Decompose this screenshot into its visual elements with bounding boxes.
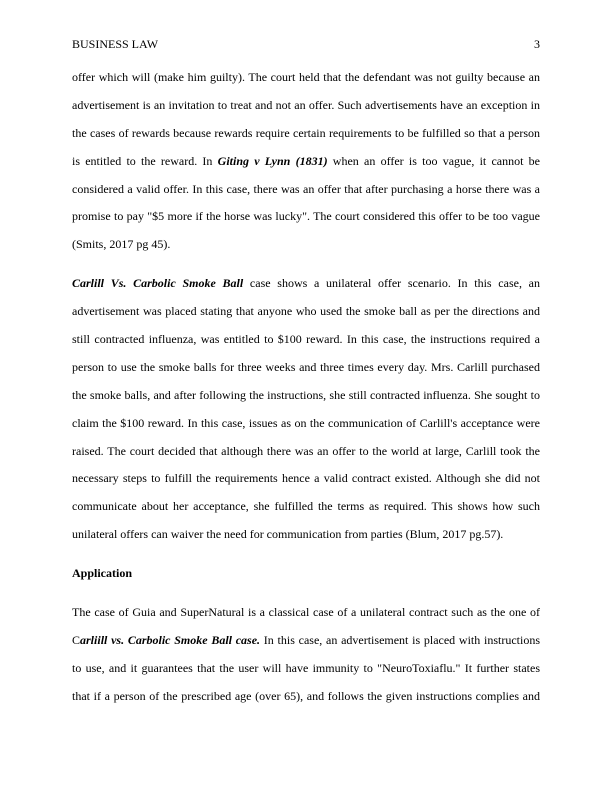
text-line: unilateral offers can waiver the need for communication from parties (Blum, 2017 pg.57).	[72, 527, 504, 542]
text-line: to use, and it guarantees that the user will have immunity to "NeuroToxiaflu." It further states	[72, 660, 540, 675]
case-name: Carlill Vs. Carbolic Smoke Ball	[72, 276, 244, 291]
text-line: necessary steps to fulfill the requirements hence a valid contract existed. Although she did not	[72, 471, 540, 486]
text-line: the smoke balls, and after following the instructions, she still contracted influenza. She sought to	[72, 387, 540, 402]
text-line: considered a valid offer. In this case, there was an offer that after purchasing a horse there was a	[72, 181, 540, 196]
text-line	[72, 627, 540, 655]
text-line: advertisement is an invitation to treat and not an offer. Such advertisements have an exception in	[72, 97, 540, 112]
text-run: C	[72, 632, 81, 647]
text-line	[72, 270, 540, 298]
case-name: arliill vs. Carbolic Smoke Ball case.	[80, 632, 261, 647]
text-run: In this case, an advertisement is placed with instructions	[260, 632, 540, 647]
text-run: is entitled to the reward. In	[72, 153, 218, 168]
text-line: advertisement was placed stating that anyone who used the smoke ball as per the directions and	[72, 304, 540, 319]
text-line: the cases of rewards because rewards require certain requirements to be fulfilled so that a person	[72, 125, 540, 140]
page-header	[72, 36, 540, 52]
text-line	[72, 148, 540, 176]
text-line: communicate about her acceptance, she fulfilled the terms as required. This shows how such	[72, 499, 540, 514]
text-line: promise to pay "$5 more if the horse was lucky". The court considered this offer to be too vague	[72, 209, 540, 224]
paragraph-carlill	[72, 270, 540, 549]
section-heading: Application	[72, 566, 133, 581]
text-run: case shows a unilateral offer scenario. In this case, an	[243, 276, 540, 291]
text-line: offer which will (make him guilty). The court held that the defendant was not guilty because an	[72, 70, 540, 84]
text-line: The case of Guia and SuperNatural is a classical case of a unilateral contract such as the one of	[72, 605, 540, 620]
text-line: person to use the smoke balls for three weeks and three times every day. Mrs. Carlill purchased	[72, 359, 540, 374]
text-line: that if a person of the prescribed age (over 65), and follows the given instructions complies and	[72, 688, 540, 703]
case-name: Giting v Lynn (1831)	[217, 153, 328, 168]
running-head: BUSINESS LAW	[72, 37, 159, 51]
page-number: 3	[534, 37, 540, 51]
text-line: claim the $100 reward. In this case, issues as on the communication of Carlill's acceptance were	[72, 415, 540, 430]
document-body	[72, 64, 540, 711]
text-line: raised. The court decided that although there was an offer to the world at large, Carlill took the	[72, 443, 540, 458]
text-line: (Smits, 2017 pg 45).	[72, 237, 171, 252]
text-line: still contracted influenza, was entitled to $100 reward. In this case, the instructions required a	[72, 332, 540, 347]
paragraph-application	[72, 599, 540, 711]
paragraph-giting-v-lynn	[72, 64, 540, 259]
text-run: when an offer is too vague, it cannot be	[327, 153, 540, 168]
